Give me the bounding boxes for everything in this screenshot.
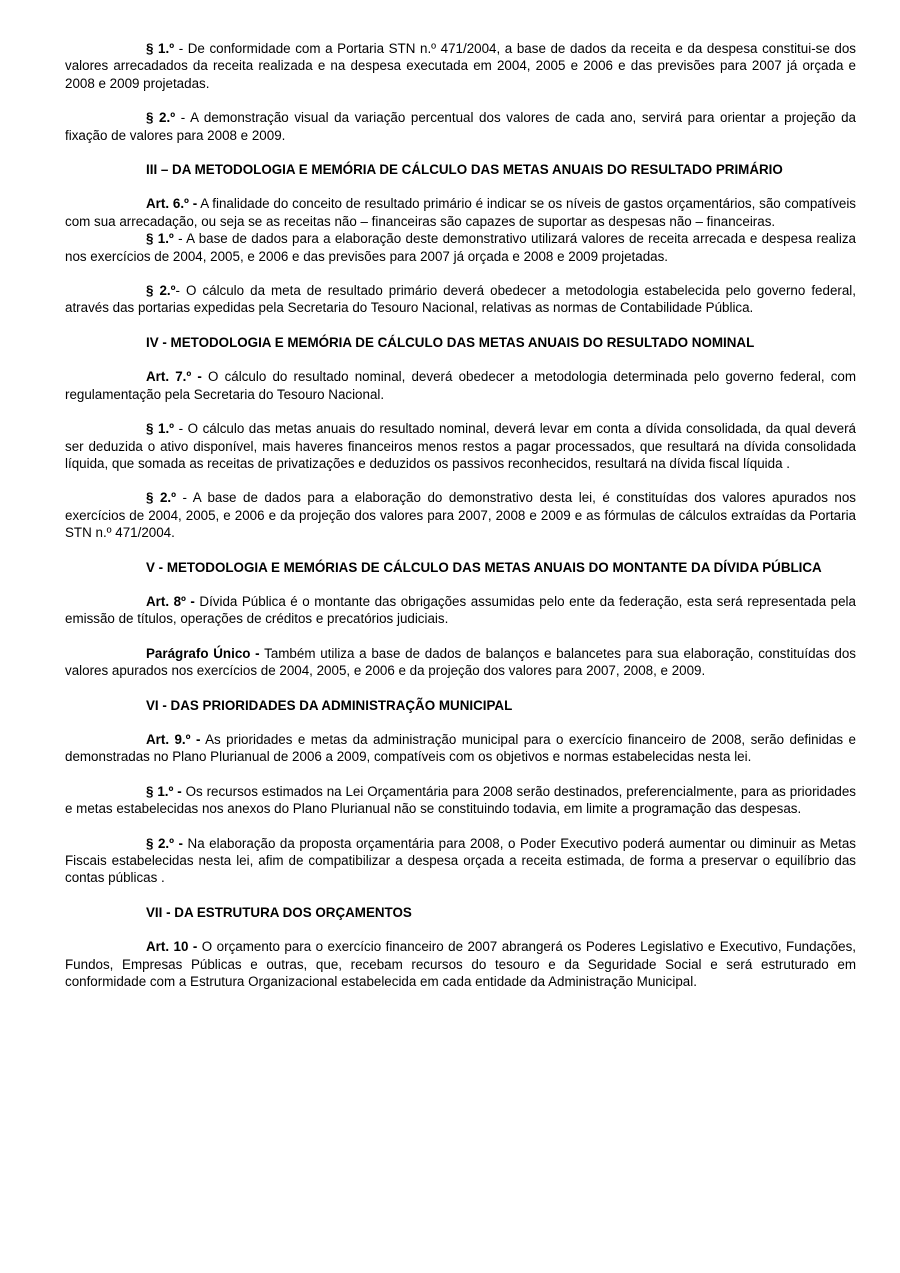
paragraph-text: - A base de dados para a elaboração deste demonstrativo utilizará valores de receita arrecada e despesa realiza nos exercícios de 2004, 2005, e 2006 e das previsões para 2007 já orçada e 2008 e 2009 projetadas. xyxy=(65,231,856,264)
document-page xyxy=(65,40,856,1007)
paragraph-art7-sec1 xyxy=(65,420,856,472)
paragraph-lead: § 1.º - xyxy=(146,783,182,799)
paragraph-art7 xyxy=(65,368,856,403)
paragraph-lead: Art. 7.º - xyxy=(146,369,202,385)
paragraph-text: Também utiliza a base de dados de balanços e balancetes para sua elaboração, constituídas dos valores apurados nos exercícios de 2004, 2005, e 2006 e da projeção dos valores para 2007, 2008, e 2009. xyxy=(65,645,856,679)
paragraph-lead: Art. 6.º - xyxy=(146,196,198,212)
paragraph-art8-sole xyxy=(65,645,856,680)
paragraph-lead: Art. 10 - xyxy=(146,939,198,955)
paragraph-text: Dívida Pública é o montante das obrigações assumidas pelo ente da federação, esta será representada pela emissão de títulos, operações de créditos e precatórios judiciais. xyxy=(65,593,856,627)
paragraph-art9-sec1 xyxy=(65,783,856,818)
paragraph-text: - De conformidade com a Portaria STN n.º 471/2004, a base de dados da receita e da despesa constitui-se dos valores arrecadados da receita realizada e na despesa executada em 2004, 2005 e 2006 e das previsões para 2007 já orçada e 2008 e 2009 projetadas. xyxy=(65,41,856,91)
paragraph-art6-sec2 xyxy=(65,282,856,317)
paragraph-art6-sec1 xyxy=(65,230,856,265)
paragraph-text: Os recursos estimados na Lei Orçamentária para 2008 serão destinados, preferencialmente, para as prioridades e metas estabelecidas nos anexos do Plano Plurianual não se constituindo todavia, em limite a programação das despesas. xyxy=(65,783,856,817)
paragraph-sec1-data-base xyxy=(65,40,856,92)
section-heading-vii: VII - DA ESTRUTURA DOS ORÇAMENTOS xyxy=(146,904,412,920)
paragraph-lead: § 2.º xyxy=(146,283,176,299)
section-heading-vi: VI - DAS PRIORIDADES DA ADMINISTRAÇÃO MUNICIPAL xyxy=(146,697,513,713)
paragraph-art10 xyxy=(65,938,856,990)
paragraph-text: A finalidade do conceito de resultado primário é indicar se os níveis de gastos orçamentários, são compatíveis com sua arrecadação, ou seja se as receitas não – financeiras são capazes de suportar as despesas não – financeiras. xyxy=(65,196,856,229)
paragraph-art6 xyxy=(65,195,856,230)
paragraph-text: - A demonstração visual da variação percentual dos valores de cada ano, servirá para orientar a projeção da fixação de valores para 2008 e 2009. xyxy=(65,110,856,143)
paragraph-text: O orçamento para o exercício financeiro de 2007 abrangerá os Poderes Legislativo e Executivo, Fundações, Fundos, Empresas Públicas e outras, que, recebam recursos do tesouro e da Seguridade Social e será estruturado em conformidade com a Estrutura Organizacional estabelecida em cada entidade da Administração Municipal. xyxy=(65,939,856,990)
paragraph-lead: § 1.º xyxy=(146,41,175,56)
paragraph-lead: Parágrafo Único - xyxy=(146,645,260,661)
paragraph-lead: Art. 8º - xyxy=(146,593,195,609)
paragraph-text: - O cálculo das metas anuais do resultado nominal, deverá levar em conta a dívida consolidada, da qual deverá ser deduzida o ativo disponível, mais haveres financeiros menos restos a pagar processados, que resultará na dívida consolidada líquida, que somada as receitas de privatizações e deduzidos os passivos reconhecidos, resultará na dívida fiscal líquida . xyxy=(65,421,856,471)
paragraph-text: - A base de dados para a elaboração do demonstrativo desta lei, é constituídas dos valores apurados nos exercícios de 2004, 2005, e 2006 e da projeção dos valores para 2007, 2008 e 2009 e as fórmulas de cálculos extraídas da Portaria STN n.º 471/2004. xyxy=(65,490,856,541)
paragraph-lead: § 2.º xyxy=(146,490,177,506)
paragraph-art9-sec2 xyxy=(65,835,856,887)
paragraph-lead: § 1.º xyxy=(146,421,175,437)
paragraph-lead: § 2.º - xyxy=(146,835,183,851)
paragraph-lead: § 2.º xyxy=(146,110,176,126)
paragraph-text: - O cálculo da meta de resultado primário deverá obedecer a metodologia estabelecida pelo governo federal, através das portarias expedidas pela Secretaria do Tesouro Nacional, relativas as normas de Contabilidade Pública. xyxy=(65,283,856,316)
paragraph-lead: § 1.º xyxy=(146,231,174,247)
section-heading-v: V - METODOLOGIA E MEMÓRIAS DE CÁLCULO DAS METAS ANUAIS DO MONTANTE DA DÍVIDA PÚBLICA xyxy=(146,559,822,575)
paragraph-sec2-visual-demo xyxy=(65,109,856,144)
paragraph-text: O cálculo do resultado nominal, deverá obedecer a metodologia determinada pelo governo federal, com regulamentação pela Secretaria do Tesouro Nacional. xyxy=(65,369,856,402)
paragraph-text: Na elaboração da proposta orçamentária para 2008, o Poder Executivo poderá aumentar ou diminuir as Metas Fiscais estabelecidas nesta lei, afim de compatibilizar a despesa orçada a receita estimada, de forma a preservar o equilíbrio das contas públicas . xyxy=(65,835,856,886)
paragraph-art8 xyxy=(65,593,856,628)
section-heading-iii: III – DA METODOLOGIA E MEMÓRIA DE CÁLCULO DAS METAS ANUAIS DO RESULTADO PRIMÁRIO xyxy=(146,162,783,178)
paragraph-art9 xyxy=(65,731,856,766)
paragraph-text: As prioridades e metas da administração municipal para o exercício financeiro de 2008, serão definidas e demonstradas no Plano Plurianual de 2006 a 2009, compatíveis com os objetivos e normas estabelecidas nesta lei. xyxy=(65,731,856,765)
paragraph-lead: Art. 9.º - xyxy=(146,731,201,747)
section-heading-iv: IV - METODOLOGIA E MEMÓRIA DE CÁLCULO DAS METAS ANUAIS DO RESULTADO NOMINAL xyxy=(146,334,755,350)
paragraph-art7-sec2 xyxy=(65,489,856,541)
